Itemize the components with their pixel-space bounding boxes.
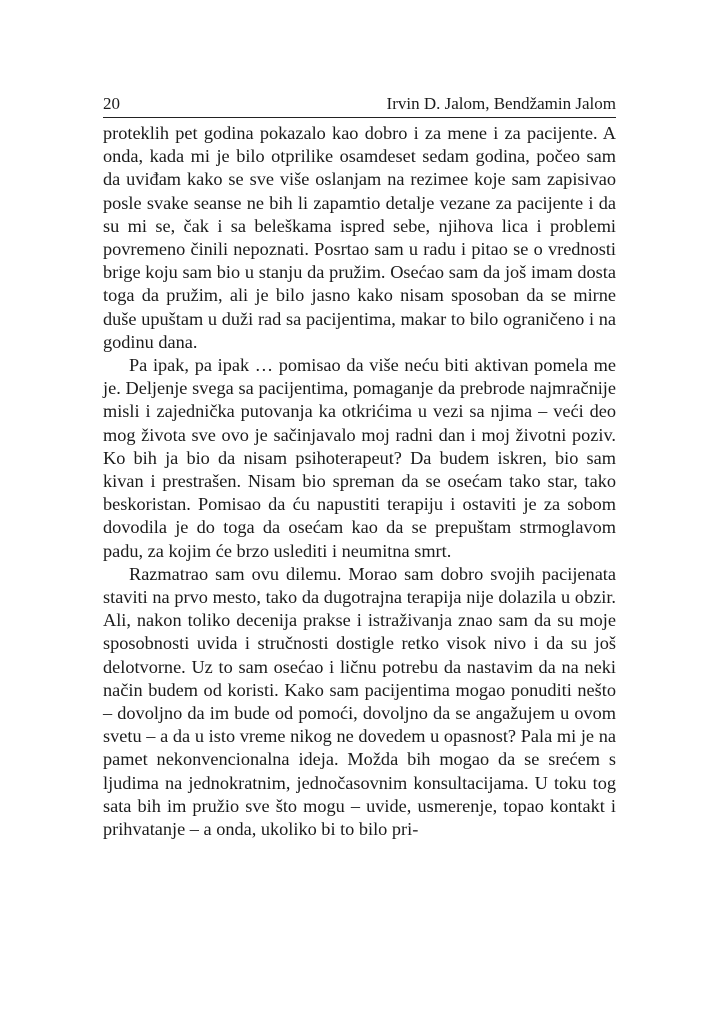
paragraph: Razmatrao sam ovu dilemu. Morao sam dobro svojih pacijenata staviti na prvo mesto, tako da dugotrajna terapija nije dolazila u obzir. Ali, nakon toliko decenija prakse i istraživanja znao sam da su moje sposobnosti uvida i stručnosti dostigle retko visok nivo i da su još delotvorne. Uz to sam osećao i ličnu potrebu da nastavim da na neki način budem od koristi. Kako sam pacijentima mogao ponuditi nešto – dovoljno da im bude od pomoći, dovoljno da se angažujem u ovom svetu – a da u isto vreme nikog ne dovedem u opasnost? Pala mi je na pamet nekonvencionalna ideja. Možda bih mogao da se srećem s ljudima na jednokratnim, jednočasovnim konsultacijama. U toku tog sata bih im pružio sve što mogu – uvide, usmerenje, topao kontakt i prihvatanje – a onda, ukoliko bi to bilo pri- [103,563,616,840]
page-number: 20 [103,94,120,113]
running-header [103,93,616,115]
paragraph: proteklih pet godina pokazalo kao dobro i za mene i za pacijente. A onda, kada mi je bilo otprilike osamdeset sedam godina, počeo sam da uviđam kako se sve više oslanjam na rezimee koje sam zapisivao posle svake seanse ne bih li zapamtio detalje vezane za pacijente i da su mi se, čak i sa beleškama ispred sebe, njihova lica i problemi povremeno činili nepoznati. Posrtao sam u radu i pitao se o vrednosti brige koju sam bio u stanju da pružim. Osećao sam da još imam dosta toga da pružim, ali je bilo jasno kako nisam sposoban da se mirne duše upuštam u duži rad sa pacijentima, makar to bilo ograničeno i na godinu dana. [103,123,616,352]
running-title: Irvin D. Jalom, Bendžamin Jalom [386,94,616,113]
paragraph: Pa ipak, pa ipak … pomisao da više neću biti aktivan pomela me je. Deljenje svega sa pacijentima, pomaganje da prebrode najmračnije misli i zajednička putovanja ka otkrićima u vezi sa njima – veći deo mog života sve ovo je sačinjavalo moj radni dan i moj životni poziv. Ko bih ja bio da nisam psihoterapeut? Da budem iskren, bio sam kivan i prestrašen. Nisam bio spreman da se osećam tako star, tako beskoristan. Pomisao da ću napustiti terapiju i ostaviti je za sobom dovodila je do toga da osećam kao da se prepuštam strmoglavom padu, za kojim će brzo uslediti i neumitna smrt. [103,355,616,561]
header-rule [103,117,616,118]
body-text [103,122,616,841]
